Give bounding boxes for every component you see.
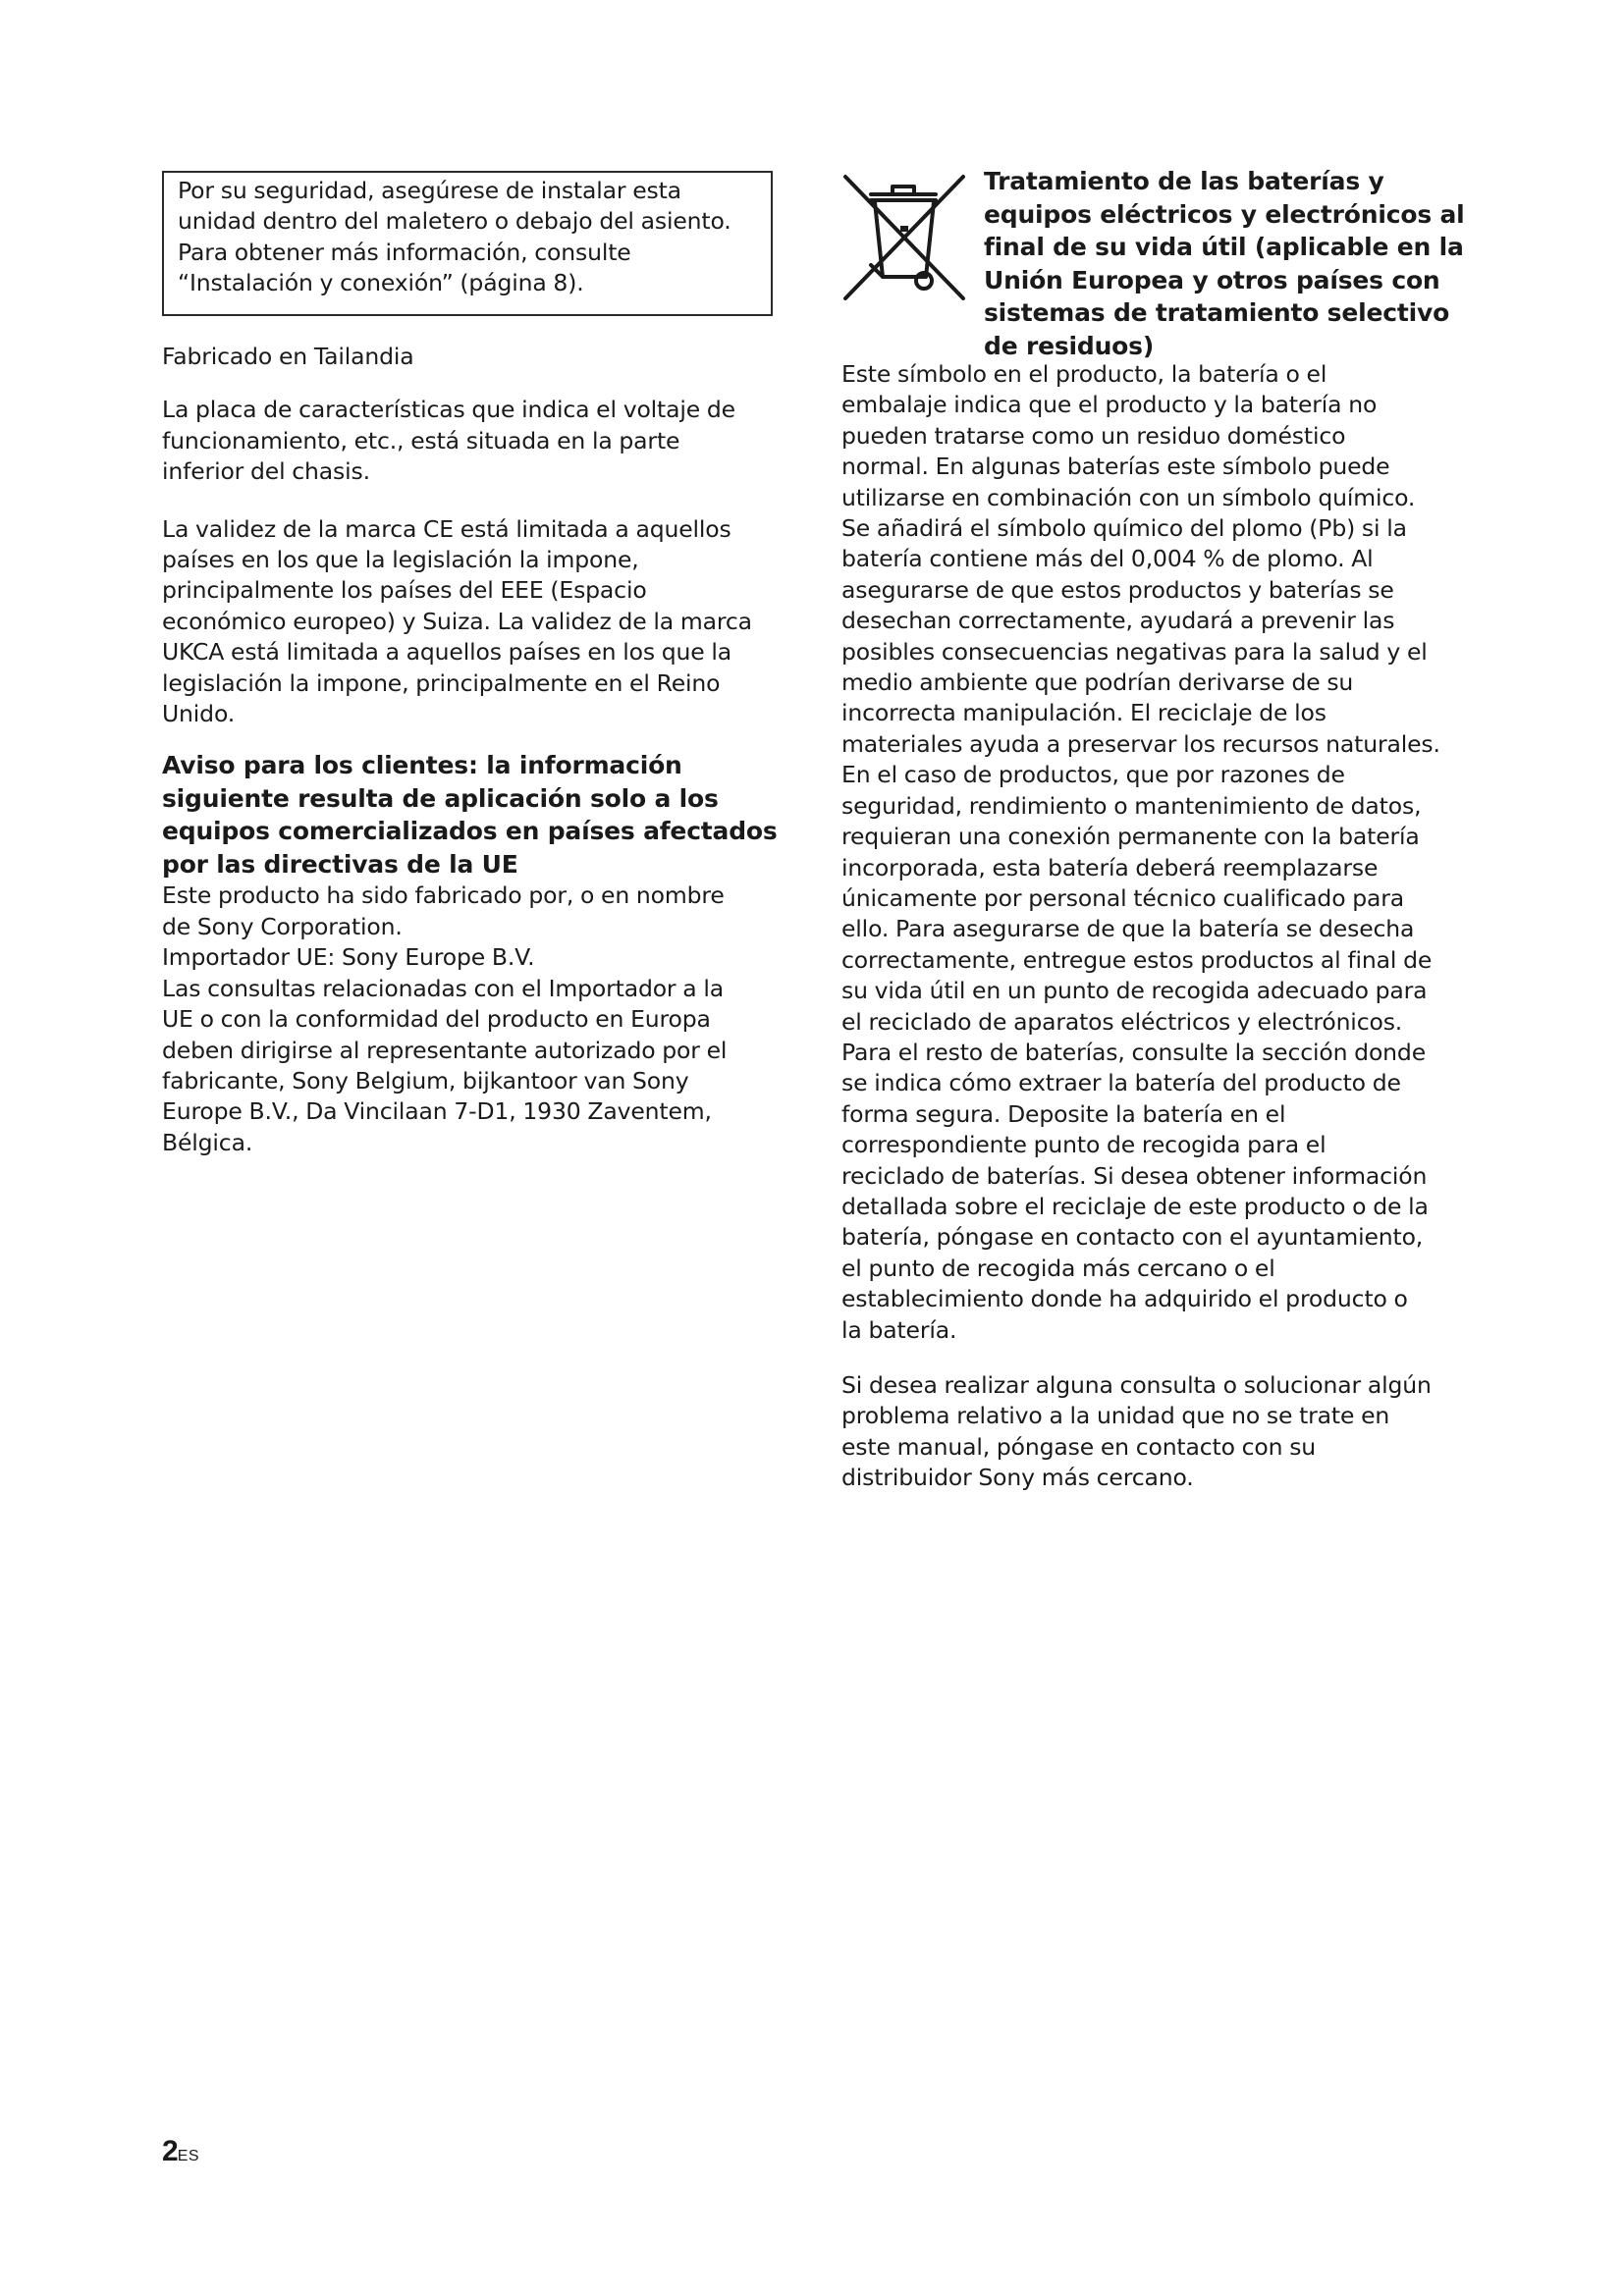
- language-code: ES: [177, 2148, 200, 2164]
- safety-notice-box: [162, 171, 773, 316]
- page-number: [162, 2135, 199, 2168]
- rating-plate-paragraph: La placa de características que indica el voltaje de funcionamiento, etc., está situada en la parte inferior del chasis.: [162, 396, 735, 486]
- eu-notice-heading: Aviso para los clientes: la información siguiente resulta de aplicación solo a los equipos comercializados en países afectados por las directivas de la UE: [162, 751, 778, 879]
- contact-paragraph: Si desea realizar alguna consulta o solucionar algún problema relativo a la unidad que no se trate en este manual, póngase en contacto con su distribuidor Sony más cercano.: [841, 1371, 1432, 1492]
- weee-header: [841, 167, 1465, 363]
- left-column: [162, 171, 778, 1158]
- eu-notice-body: Este producto ha sido fabricado por, o en nombre de Sony Corporation. Importador UE: Sony Europe B.V. Las consultas relacionadas con el Importador a la UE o con la conformidad del producto en Europa deben dirigirse al representante autorizado por el fabricante, Sony Belgium, bijkantoor van Sony Europe B.V., Da Vincilaan 7-D1, 1930 Zaventem, Bélgica.: [162, 881, 728, 1156]
- safety-notice-line: Para obtener más información, consulte: [178, 238, 631, 266]
- weee-body: Este símbolo en el producto, la batería o el embalaje indica que el producto y la batería no pueden tratarse como un residuo doméstico normal. En algunas baterías este símbolo puede utilizarse en combinación con un símbolo químico. Se añadirá el símbolo químico del plomo (Pb) si la batería contiene más del 0,004 % de plomo. Al asegurarse de que estos productos y baterías se desechan correctamente, ayudará a prevenir las posibles consecuencias negativas para la salud y el medio ambiente que podrían derivarse de su incorrecta manipulación. El reciclaje de los materiales ayuda a preservar los recursos naturales. En el caso de productos, que por razones de seguridad, rendimiento o mantenimiento de datos, requieran una conexión permanente con la batería incorporada, esta batería deberá reemplazarse únicamente por personal técnico cualificado para ello. Para asegurarse de que la batería se desecha correctamente, entregue estos productos al final de su vida útil en un punto de recogida adecuado para el reciclado de aparatos eléctricos y electrónicos. Para el resto de baterías, consulte la sección donde se indica cómo extraer la batería del producto de forma segura. Deposite la batería en el correspondiente punto de recogida para el reciclado de baterías. Si desea obtener información detallada sobre el reciclaje de este producto o de la batería, póngase en contacto con el ayuntamiento, el punto de recogida más cercano o el establecimiento donde ha adquirido el producto o la batería.: [841, 360, 1440, 1344]
- page-number-value: 2: [162, 2135, 178, 2167]
- made-in-text: Fabricado en Tailandia: [162, 343, 414, 370]
- weee-heading: Tratamiento de las baterías y equipos eléctricos y electrónicos al final de su vida útil (aplicable en la Unión Europea y otros países con sistemas de tratamiento selectivo de residuos): [984, 167, 1465, 360]
- right-column: [841, 167, 1465, 1494]
- safety-notice-line: Por su seguridad, asegúrese de instalar esta: [178, 177, 681, 204]
- crossed-out-wheelie-bin-icon: [841, 171, 967, 304]
- safety-notice-line: “Instalación y conexión” (página 8).: [178, 269, 584, 297]
- ce-marking-paragraph: La validez de la marca CE está limitada a aquellos países en los que la legislación la impone, principalmente los países del EEE (Espacio económico europeo) y Suiza. La validez de la marca UKCA está limitada a aquellos países en los que la legislación la impone, principalmente en el Reino Unido.: [162, 514, 752, 728]
- safety-notice-line: unidad dentro del maletero o debajo del asiento.: [178, 207, 731, 236]
